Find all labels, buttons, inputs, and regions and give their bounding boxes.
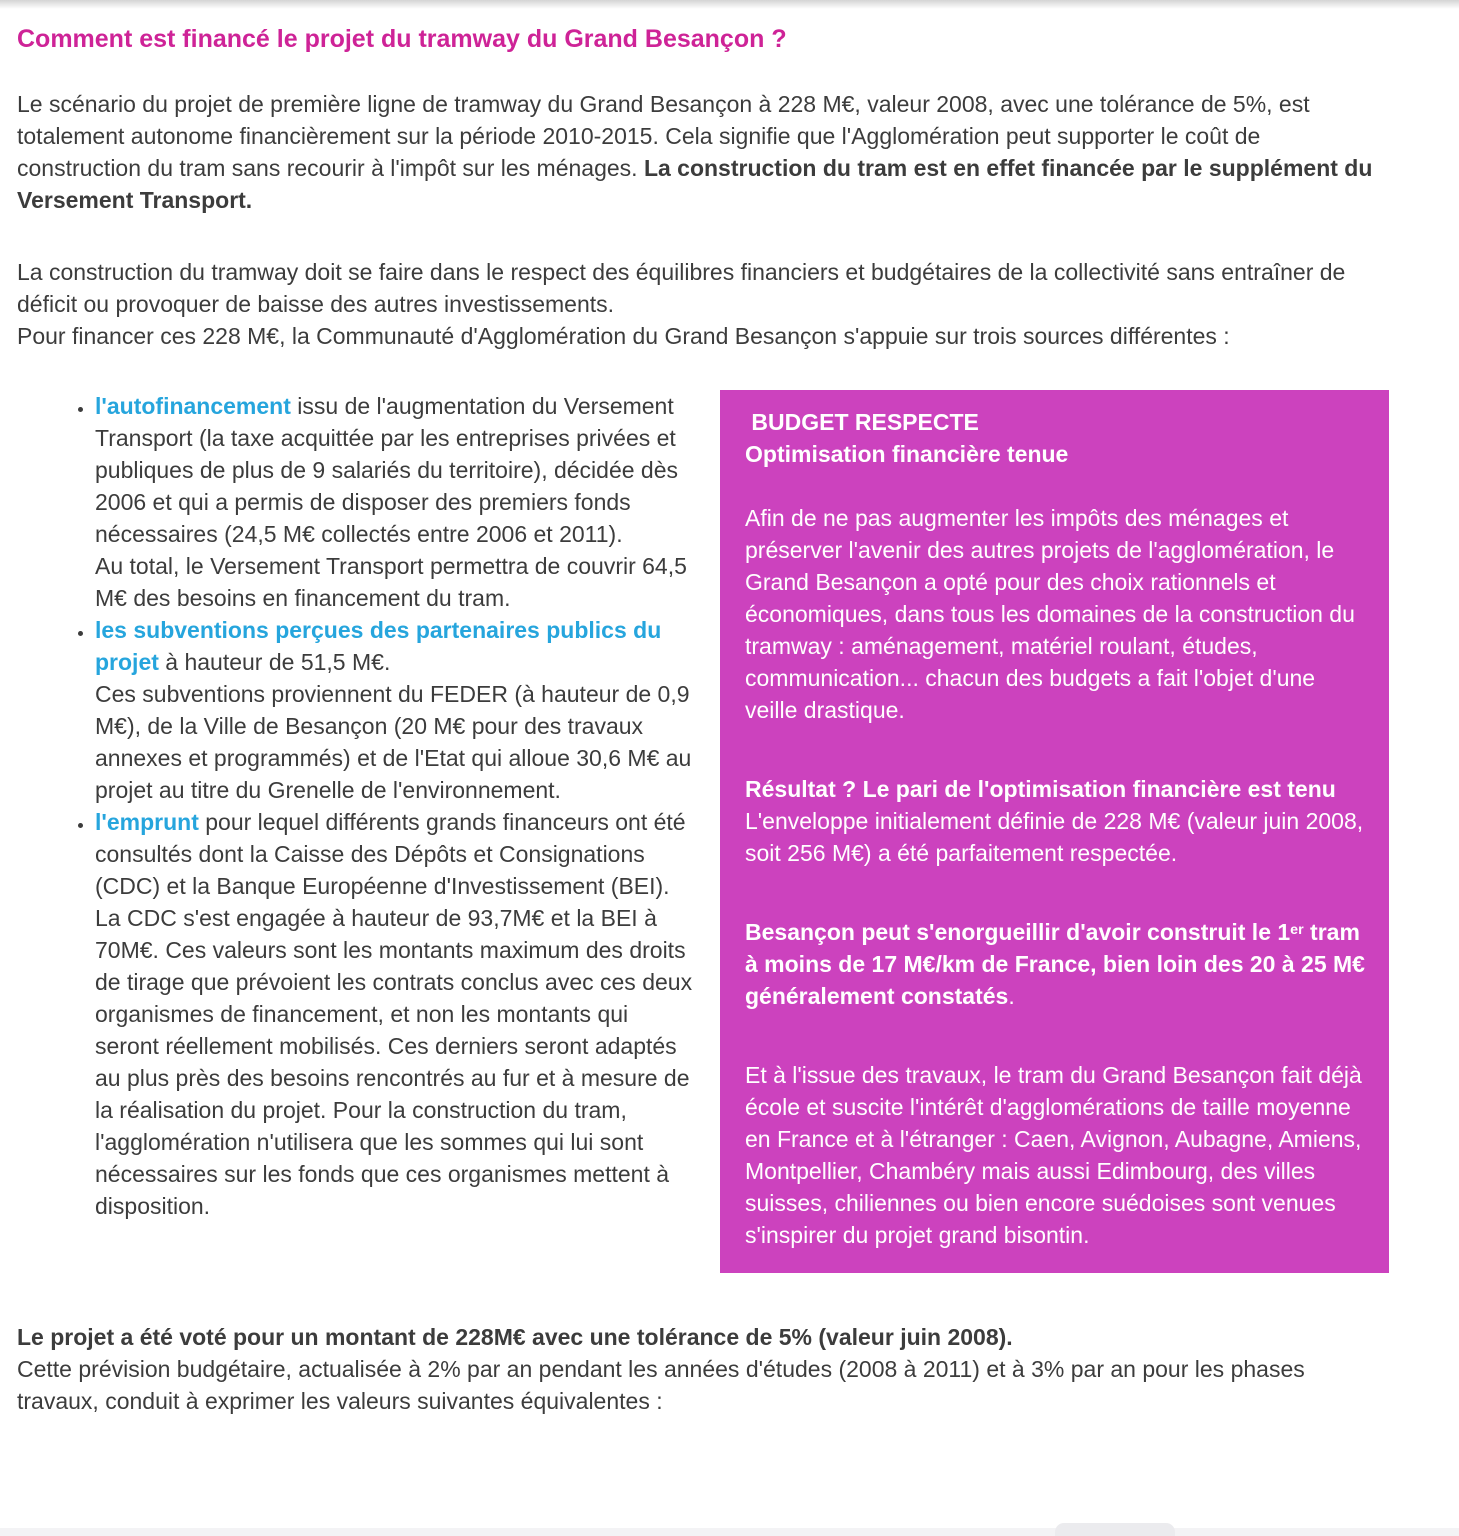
budget-box-title-line1: BUDGET RESPECTE xyxy=(745,409,979,435)
intro-text: Le scénario du projet de première ligne de tramway du Grand Besançon à 228 M€, valeur 2008, avec une tolérance de 5%, est totalement autonome financièrement sur la période 2010-2015. Cela signifie que l'Agglomération peut supporter le coût de construction du tram sans recourir à l'impôt sur les ménages. xyxy=(17,91,1310,181)
ordinal-superscript: er xyxy=(1290,921,1304,938)
context-line-2: Pour financer ces 228 M€, la Communauté d'Agglomération du Grand Besançon s'appuie sur trois sources différentes : xyxy=(17,323,1230,349)
budget-box-result-bold: Résultat ? Le pari de l'optimisation financière est tenu xyxy=(745,776,1336,802)
budget-box-paragraph-1: Afin de ne pas augmenter les impôts des ménages et préserver l'avenir des autres projets de l'agglomération, le Grand Besançon a opté pour des choix rationnels et économiques, dans tous les domaines de la construction du tramway : aménagement, matériel roulant, études, communication... chacun des budgets a fait l'objet d'une veille drastique. xyxy=(745,505,1355,723)
next-section-top-edge xyxy=(0,1528,1459,1536)
intro-paragraph xyxy=(17,88,1389,216)
budget-box-title-line2: Optimisation financière tenue xyxy=(745,441,1069,467)
list-item-emprunt xyxy=(95,806,697,1222)
intro-bold-text: La construction du tram est en effet financée par le supplément du Versement Transport. xyxy=(17,155,1373,213)
cost-sentence-period: . xyxy=(1008,983,1015,1009)
cost-bold-part-a: Besançon peut s'enorgueillir d'avoir construit le 1 xyxy=(745,919,1291,945)
budget-box-cost-bold xyxy=(745,919,1365,1009)
bullet-lead-subventions: les subventions perçues des partenaires publics du projet xyxy=(95,617,662,675)
context-line-1: La construction du tramway doit se faire dans le respect des équilibres financiers et budgétaires de la collectivité sans entraîner de déficit ou provoquer de baisse des autres investissements. xyxy=(17,259,1346,317)
budget-box-paragraph-4: Et à l'issue des travaux, le tram du Grand Besançon fait déjà école et suscite l'intérêt d'agglomérations de taille moyenne en France et à l'étranger : Caen, Avignon, Aubagne, Amiens, Montpellier, Chambéry mais aussi Edimbourg, des villes suisses, chiliennes ou bien encore suédoises sont venues s'inspirer du projet grand bisontin. xyxy=(745,1062,1362,1248)
financing-sources-list xyxy=(17,390,697,1222)
context-paragraph xyxy=(17,256,1389,352)
page-content xyxy=(0,24,1459,1417)
footer-bold-line: Le projet a été voté pour un montant de 228M€ avec une tolérance de 5% (valeur juin 2008). xyxy=(17,1324,1013,1350)
budget-box-result-text: L'enveloppe initialement définie de 228 M€ (valeur juin 2008, soit 256 M€) a été parfaitement respectée. xyxy=(745,808,1364,866)
footer-paragraph xyxy=(17,1321,1389,1417)
list-item-subventions xyxy=(95,614,697,806)
bullet-lead-emprunt: l'emprunt xyxy=(95,809,199,835)
bullet-text2-emprunt: La CDC s'est engagée à hauteur de 93,7M€ et la BEI à 70M€. Ces valeurs sont les montants maximum des droits de tirage que prévoient les contrats conclus avec ces deux organismes de financement, et non les montants qui seront réellement mobilisés. Ces derniers seront adaptés au plus près des besoins rencontrés au fur et à mesure de la réalisation du projet. Pour la construction du tram, l'agglomération n'utilisera que les sommes qui lui sont nécessaires sur les fonds que ces organismes mettent à disposition. xyxy=(95,905,693,1219)
budget-box-paragraph-2 xyxy=(745,773,1365,869)
next-section-rounded-corner xyxy=(1055,1523,1175,1536)
financing-sources-column xyxy=(17,390,697,1222)
bullet-text-emprunt: pour lequel différents grands financeurs ont été consultés dont la Caisse des Dépôts et Consignations (CDC) et la Banque Européenne d'Investissement (BEI). xyxy=(95,809,686,899)
bullet-lead-autofinancement: l'autofinancement xyxy=(95,393,291,419)
bullet-text2-autofinancement: Au total, le Versement Transport permettra de couvrir 64,5 M€ des besoins en financement du tram. xyxy=(95,553,687,611)
page-title: Comment est financé le projet du tramway du Grand Besançon ? xyxy=(17,25,787,53)
bullet-text-subventions: à hauteur de 51,5 M€. xyxy=(158,649,391,675)
bullet-text2-subventions: Ces subventions proviennent du FEDER (à hauteur de 0,9 M€), de la Ville de Besançon (20 M€ pour des travaux annexes et programmés) et de l'Etat qui alloue 30,6 M€ au projet au titre du Grenelle de l'environnement. xyxy=(95,681,692,803)
top-edge-shadow xyxy=(0,0,1459,9)
footer-text: Cette prévision budgétaire, actualisée à 2% par an pendant les années d'études (2008 à 2011) et à 3% par an pour les phases travaux, conduit à exprimer les valeurs suivantes équivalentes : xyxy=(17,1356,1305,1414)
budget-box-title xyxy=(745,406,1365,470)
list-item-autofinancement xyxy=(95,390,697,614)
bullet-text-autofinancement: issu de l'augmentation du Versement Transport (la taxe acquittée par les entreprises privées et publiques de plus de 9 salariés du territoire), décidée dès 2006 et qui a permis de disposer des premiers fonds nécessaires (24,5 M€ collectés entre 2006 et 2011). xyxy=(95,393,679,547)
cost-bold-part-b: tram à moins de 17 M€/km de France, bien loin des 20 à 25 M€ généralement constatés xyxy=(745,919,1365,1009)
budget-respecte-box xyxy=(720,390,1389,1273)
two-column-section xyxy=(17,390,1389,1273)
budget-box-paragraph-3 xyxy=(745,916,1365,1012)
